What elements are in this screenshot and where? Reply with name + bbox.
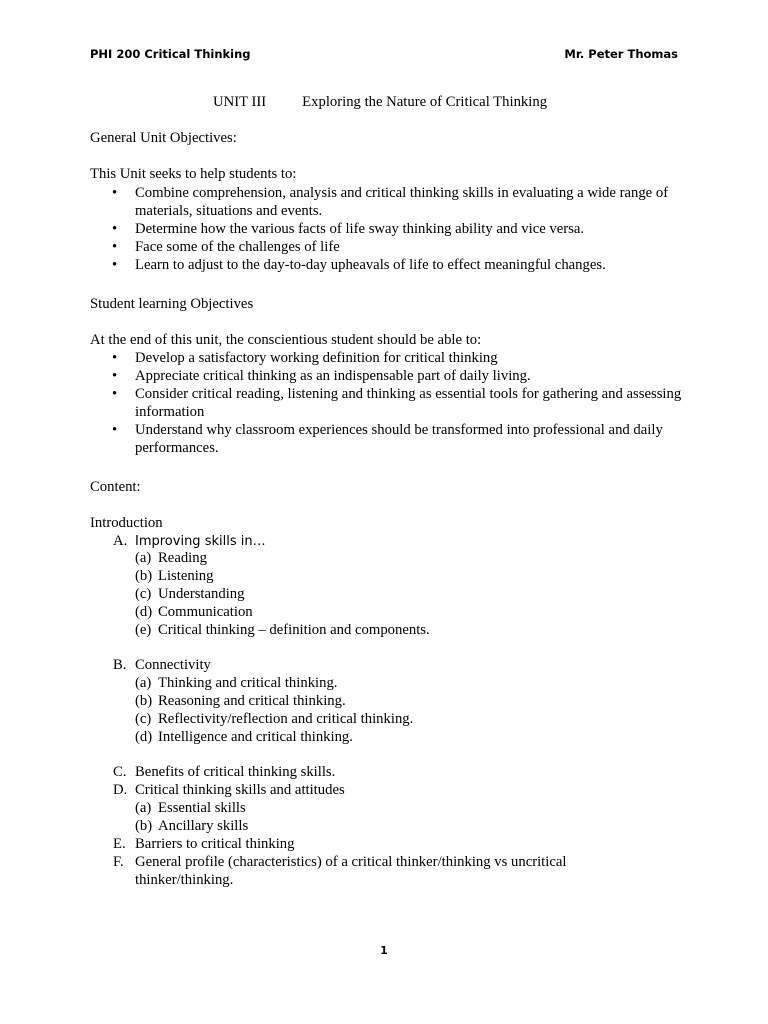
sub-marker: (c) — [135, 586, 152, 602]
sub-text: Listening — [158, 568, 214, 584]
sub-text: Communication — [158, 604, 253, 620]
sub-text: Reasoning and critical thinking. — [158, 693, 346, 709]
section-label: Critical thinking skills and attitudes — [135, 782, 345, 798]
section-marker: F. — [113, 854, 124, 870]
list-item: • Understand why classroom experiences should be transformed into professional and daily performances. — [90, 421, 690, 457]
sub-text: Reading — [158, 550, 207, 566]
content-sections-e-f — [90, 835, 610, 889]
general-objectives-heading: General Unit Objectives: — [90, 130, 237, 146]
sub-text: Reflectivity/reflection and critical thinking. — [158, 711, 414, 727]
sub-text: Thinking and critical thinking. — [158, 675, 338, 691]
sub-marker: (a) — [135, 675, 152, 691]
unit-number: UNIT III — [213, 94, 267, 110]
list-item — [90, 549, 430, 567]
section-label: Barriers to critical thinking — [135, 836, 295, 852]
sub-marker: (c) — [135, 711, 152, 727]
list-item — [90, 567, 430, 585]
list-item: • Face some of the challenges of life — [90, 238, 690, 256]
sub-marker: (e) — [135, 622, 152, 638]
section-d-item — [90, 781, 690, 799]
section-a-subitems — [90, 549, 430, 639]
section-marker: A. — [113, 533, 128, 549]
sub-text: Intelligence and critical thinking. — [158, 729, 353, 745]
learning-objectives-heading: Student learning Objectives — [90, 296, 254, 312]
header-course: PHI 200 Critical Thinking — [90, 47, 251, 61]
sub-text: Ancillary skills — [158, 818, 249, 834]
sub-marker: (b) — [135, 818, 153, 834]
list-item — [90, 674, 413, 692]
sub-marker: (a) — [135, 550, 152, 566]
section-label: Connectivity — [135, 657, 211, 673]
list-item: • Develop a satisfactory working definition for critical thinking — [90, 349, 690, 367]
general-objectives-intro: This Unit seeks to help students to: — [90, 166, 297, 182]
sub-marker: (d) — [135, 604, 153, 620]
general-objectives-list — [90, 184, 690, 274]
sub-marker: (b) — [135, 568, 153, 584]
list-item — [90, 799, 248, 817]
list-item — [90, 621, 430, 639]
list-item — [90, 728, 413, 746]
list-item — [90, 817, 248, 835]
section-d-subitems — [90, 799, 248, 835]
sub-marker: (d) — [135, 729, 153, 745]
section-b-subitems — [90, 674, 413, 746]
section-marker: B. — [113, 657, 127, 673]
section-b-item — [90, 656, 211, 674]
section-e-item — [90, 835, 610, 853]
learning-objectives-list — [90, 349, 690, 457]
list-item — [90, 585, 430, 603]
section-marker: D. — [113, 782, 128, 798]
sub-text: Critical thinking – definition and components. — [158, 622, 430, 638]
list-item: • Consider critical reading, listening and thinking as essential tools for gathering and assessing information — [90, 385, 690, 421]
section-label: Benefits of critical thinking skills. — [135, 764, 336, 780]
sub-marker: (b) — [135, 693, 153, 709]
page-number: 1 — [380, 944, 388, 957]
list-item: • Determine how the various facts of life sway thinking ability and vice versa. — [90, 220, 690, 238]
list-item: • Appreciate critical thinking as an indispensable part of daily living. — [90, 367, 690, 385]
section-label: Improving skills in… — [135, 534, 266, 549]
sub-text: Understanding — [158, 586, 245, 602]
list-item: • Learn to adjust to the day-to-day upheavals of life to effect meaningful changes. — [90, 256, 690, 274]
sub-text: Essential skills — [158, 800, 246, 816]
sub-marker: (a) — [135, 800, 152, 816]
list-item: • Combine comprehension, analysis and critical thinking skills in evaluating a wide range of materials, situations and events. — [90, 184, 690, 220]
section-f-item — [90, 853, 610, 889]
unit-title — [213, 93, 547, 111]
content-heading: Content: — [90, 479, 141, 495]
content-section-b — [90, 656, 211, 674]
content-intro: Introduction — [90, 515, 163, 531]
list-item — [90, 710, 413, 728]
list-item — [90, 692, 413, 710]
unit-topic: Exploring the Nature of Critical Thinking — [302, 94, 548, 110]
list-item — [90, 603, 430, 621]
section-marker: C. — [113, 764, 127, 780]
learning-objectives-intro: At the end of this unit, the conscientious student should be able to: — [90, 332, 482, 348]
content-sections-c-f — [90, 763, 690, 799]
section-marker: E. — [113, 836, 126, 852]
header-instructor: Mr. Peter Thomas — [564, 47, 678, 61]
section-label: General profile (characteristics) of a critical thinker/thinking vs uncritical thinker/thinking. — [135, 854, 567, 888]
section-c-item — [90, 763, 690, 781]
